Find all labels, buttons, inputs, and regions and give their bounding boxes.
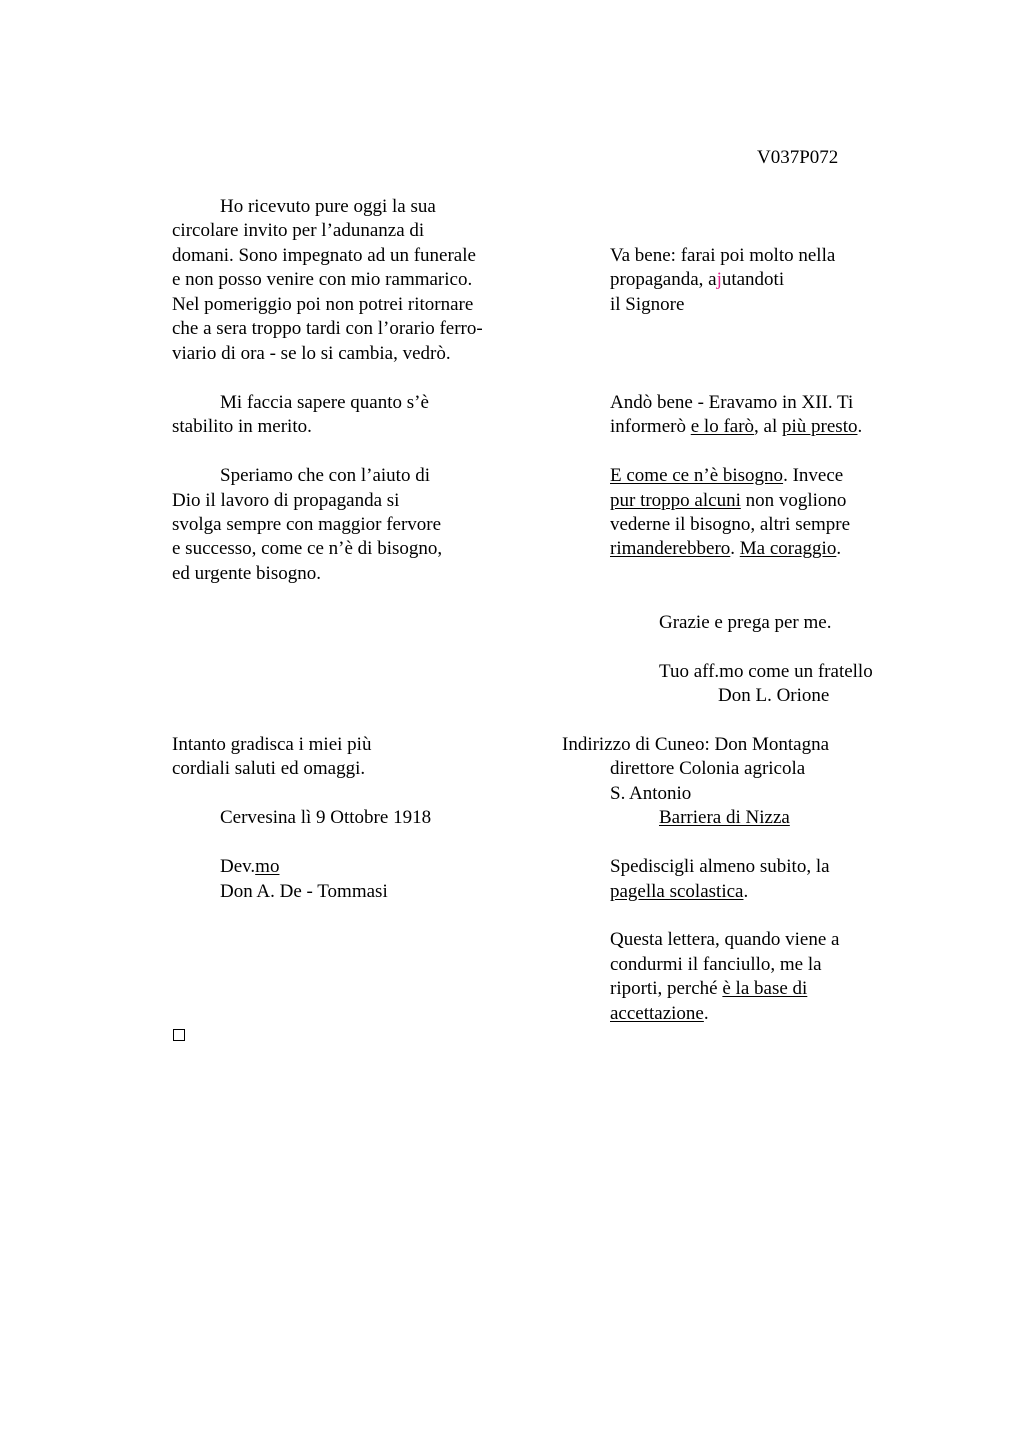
text-span: riporti, perché xyxy=(610,978,723,999)
text-line: Questa lettera, quando viene a xyxy=(610,929,840,950)
underlined-text: rimanderebbero xyxy=(610,538,731,559)
text-span: . Invece xyxy=(783,465,844,486)
text-line xyxy=(610,415,862,439)
text-line: Dio il lavoro di propaganda si xyxy=(172,490,400,511)
underlined-text: Barriera di Nizza xyxy=(659,807,790,828)
text-span: . xyxy=(857,416,863,437)
text-line: domani. Sono impegnato ad un funerale xyxy=(172,245,476,266)
letter-date: Cervesina lì 9 Ottobre 1918 xyxy=(220,807,432,828)
underlined-text: accettazione xyxy=(610,1003,704,1024)
text-span: , al xyxy=(754,416,783,437)
text-line: Mi faccia sapere quanto s’è xyxy=(220,392,429,413)
text-line: Va bene: farai poi molto nella xyxy=(610,245,836,266)
address-line: S. Antonio xyxy=(610,783,692,804)
left-signature-salutation xyxy=(220,855,279,879)
text-line: e successo, come ce n’è di bisogno, xyxy=(172,538,443,559)
text-span: . xyxy=(730,538,740,559)
underlined-text: più presto xyxy=(782,416,858,437)
text-line: il Signore xyxy=(610,294,685,315)
underlined-text: pagella scolastica xyxy=(610,881,744,902)
text-span: non vogliono xyxy=(740,490,847,511)
underlined-text: Ma coraggio xyxy=(739,538,837,559)
text-line: Nel pomeriggio poi non potrei ritornare xyxy=(172,294,474,315)
text-span: propaganda, a xyxy=(610,269,717,290)
text-line: condurmi il fanciullo, me la xyxy=(610,954,822,975)
sign-underlined: mo xyxy=(255,856,280,877)
underlined-text: pur troppo alcuni xyxy=(610,490,741,511)
address-line: direttore Colonia agricola xyxy=(610,758,806,779)
text-span: . xyxy=(836,538,842,559)
underlined-text: e lo farò xyxy=(690,416,755,437)
text-line: Spediscigli almeno subito, la xyxy=(610,856,830,877)
text-line: vederne il bisogno, altri sempre xyxy=(610,514,851,535)
text-span: utandoti xyxy=(721,269,785,290)
highlighted-letter: j xyxy=(716,269,722,290)
text-line: svolga sempre con maggior fervore xyxy=(172,514,442,535)
text-line: Intanto gradisca i miei più xyxy=(172,734,372,755)
left-signer: Don A. De - Tommasi xyxy=(220,881,388,902)
text-line: che a sera troppo tardi con l’orario ferro- xyxy=(172,318,483,339)
text-span: informerò xyxy=(610,416,691,437)
text-line xyxy=(610,464,843,488)
address-line xyxy=(659,806,790,830)
text-line xyxy=(610,537,841,561)
text-line xyxy=(610,880,748,904)
text-line xyxy=(610,268,784,292)
text-span: . xyxy=(743,881,749,902)
thanks-line: Grazie e prega per me. xyxy=(659,612,832,633)
text-line: circolare invito per l’adunanza di xyxy=(172,220,425,241)
underlined-text: è la base di xyxy=(722,978,808,999)
text-line xyxy=(610,977,807,1001)
underlined-text: E come ce n’è bisogno xyxy=(610,465,784,486)
address-line: Indirizzo di Cuneo: Don Montagna xyxy=(562,734,830,755)
text-line: viario di ora - se lo si cambia, vedrò. xyxy=(172,343,451,364)
checkbox-square-icon xyxy=(173,1029,185,1041)
text-line xyxy=(610,489,846,513)
page-id: V037P072 xyxy=(757,147,839,168)
text-line: Andò bene - Eravamo in XII. Ti xyxy=(610,392,854,413)
right-signer: Don L. Orione xyxy=(718,685,830,706)
text-line: cordiali saluti ed omaggi. xyxy=(172,758,366,779)
text-line: e non posso venire con mio rammarico. xyxy=(172,269,473,290)
closing-line: Tuo aff.mo come un fratello xyxy=(659,661,873,682)
text-line: stabilito in merito. xyxy=(172,416,312,437)
text-span: . xyxy=(703,1003,709,1024)
text-line xyxy=(610,1002,709,1026)
text-line: Speriamo che con l’aiuto di xyxy=(220,465,430,486)
text-line: Ho ricevuto pure oggi la sua xyxy=(220,196,436,217)
text-line: ed urgente bisogno. xyxy=(172,563,321,584)
sign-prefix: Dev. xyxy=(220,856,256,877)
